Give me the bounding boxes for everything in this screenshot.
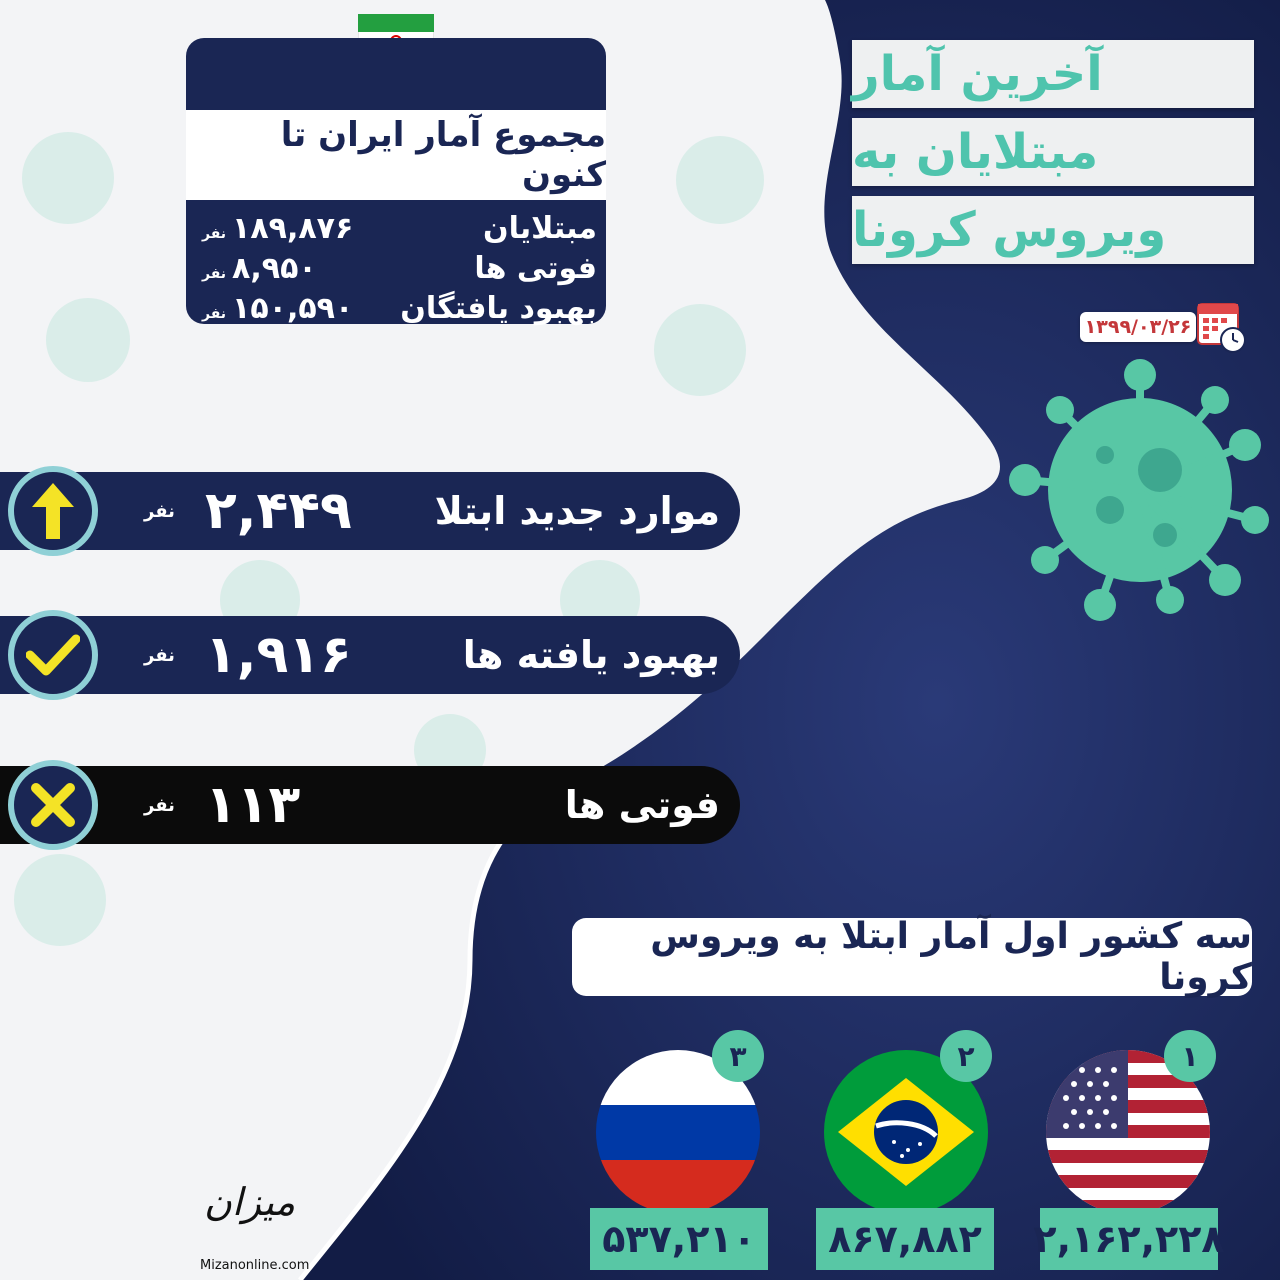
daily-value: ۱,۹۱۶ (205, 625, 352, 685)
daily-value: ۲,۴۴۹ (205, 481, 352, 541)
calendar-clock-icon (1196, 298, 1248, 354)
daily-unit: نفر (144, 644, 175, 666)
country-count-3: ۵۳۷,۲۱۰ (590, 1208, 768, 1270)
x-icon (8, 760, 98, 850)
daily-label: بهبود یافته ها (462, 633, 720, 677)
daily-unit: نفر (144, 500, 175, 522)
iran-stat-recovered (202, 288, 597, 328)
stat-value: ۸,۹۵۰ (232, 250, 317, 286)
daily-label: فوتی ها (564, 783, 720, 827)
headline (852, 40, 1254, 265)
iran-totals-card (186, 38, 606, 324)
stat-value: ۱۸۹,۸۷۶ (232, 210, 354, 246)
date-text: ۱۳۹۹/۰۳/۲۶ (1084, 316, 1192, 338)
arrow-up-icon (8, 466, 98, 556)
rank-badge-1: ۱ (1164, 1030, 1216, 1082)
iran-stat-deaths (202, 248, 597, 288)
stat-unit: نفر (202, 305, 227, 322)
iran-totals-title: مجموع آمار ایران تا کنون (186, 110, 606, 200)
stat-unit: نفر (202, 265, 227, 282)
top3-title: سه کشور اول آمار ابتلا به ویروس کرونا (572, 918, 1252, 996)
logo-site-url: Mizanonline.com (200, 1258, 310, 1273)
stat-value: ۱۵۰,۵۹۰ (232, 290, 354, 326)
daily-value: ۱۱۳ (205, 775, 301, 835)
country-count-1: ۲,۱۶۲,۲۲۸ (1040, 1208, 1218, 1270)
country-count-2: ۸۶۷,۸۸۲ (816, 1208, 994, 1270)
stat-label: فوتی ها (474, 250, 597, 286)
headline-line-1: آخرین آمار (852, 40, 1254, 108)
check-icon (8, 610, 98, 700)
rank-badge-2: ۲ (940, 1030, 992, 1082)
mizan-logo: میزان (204, 1180, 296, 1224)
stat-unit: نفر (202, 225, 227, 242)
headline-line-3: ویروس کرونا (852, 196, 1254, 264)
stat-label: بهبود یافتگان (400, 290, 597, 326)
daily-new-cases (0, 472, 740, 550)
daily-deaths (0, 766, 740, 844)
date-badge (1080, 312, 1196, 342)
rank-badge-3: ۳ (712, 1030, 764, 1082)
iran-stat-cases (202, 208, 597, 248)
daily-recovered (0, 616, 740, 694)
stat-label: مبتلایان (483, 210, 597, 246)
headline-line-2: مبتلایان به (852, 118, 1254, 186)
daily-unit: نفر (144, 794, 175, 816)
daily-label: موارد جدید ابتلا (434, 489, 720, 533)
